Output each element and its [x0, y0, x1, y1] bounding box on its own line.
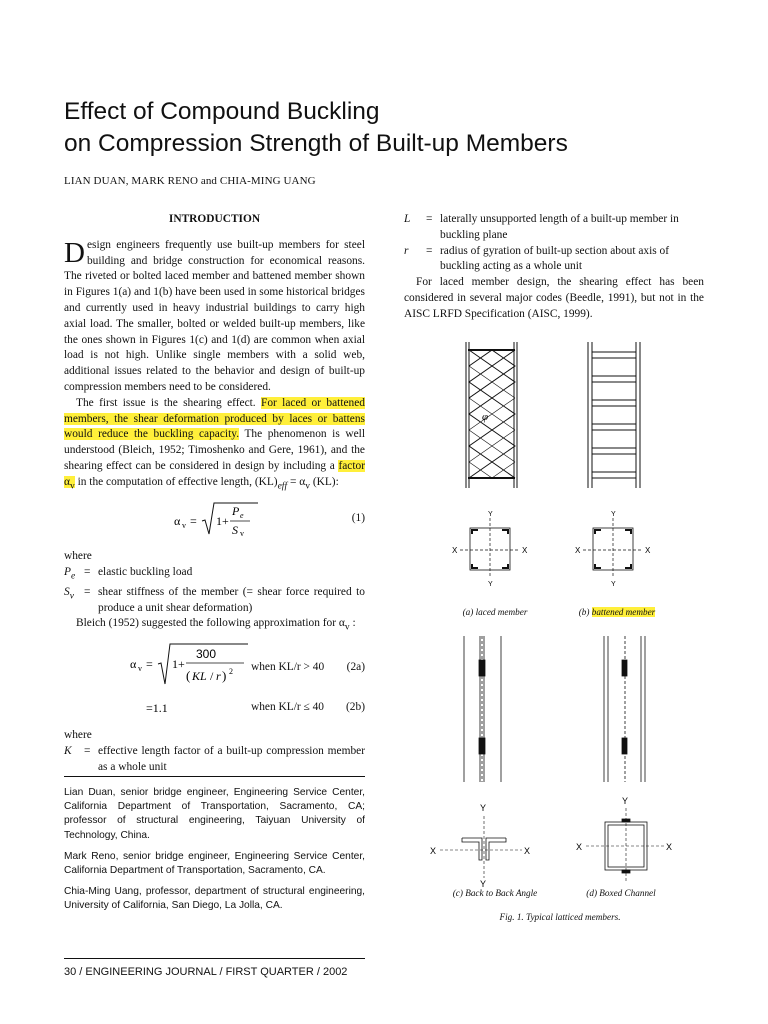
- caption-d: (d) Boxed Channel: [586, 888, 656, 898]
- svg-text:P: P: [232, 503, 240, 518]
- highlight-factor: factor $\alpha_v$: [64, 459, 365, 492]
- definition-r: r = radius of gyration of built-up section about axis of buckling acting as a whole unit: [404, 244, 704, 276]
- axis-x-label: X: [576, 842, 583, 852]
- caption-c: (c) Back to Back Angle: [452, 888, 538, 898]
- def-symbol: [64, 565, 84, 585]
- caption-b-prefix: (b): [578, 607, 590, 617]
- svg-text:=1.1: =1.1: [146, 701, 168, 716]
- def-symbol: L: [404, 213, 411, 225]
- intro-paragraph-2: The first issue is the shearing effect. For laced or battened members, the shear deformation produced by laces or battens would reduce the buckling capacity. The phenomenon is well understood (Bleich, 1952; Timoshenko and Gere, 1961), and the shearing effect can be considered in design by including a factor $\alpha_v$ in the computation of effective length, $(KL)_{eff} = \alpha_v$ (KL):: [64, 396, 365, 492]
- caption-a: (a) laced member: [462, 607, 528, 617]
- axis-x-label: X: [575, 546, 581, 555]
- def-sym-sub: e: [70, 570, 76, 581]
- svg-text:v: v: [240, 528, 244, 538]
- page-footer: 30 / ENGINEERING JOURNAL / FIRST QUARTER / 2002: [64, 966, 348, 978]
- right-column: [404, 212, 704, 323]
- intro-p1-text: esign engineers frequently use built-up members for steel building and bridge construction for economical reasons. The riveted or bolted laced member and battened member shown in Figures 1(a) and 1(b) have been used in some historical bridges and currently used in heavy industrial buildings to carry high axial load. The smaller, bolted or welded built-up members, like the ones shown in Figures 1(c) and 1(d) are common when axial load is not high. Unlike single members with a solid web, additional issues related to the behavior and design of built-up compression members need to be considered.: [64, 238, 365, 393]
- def-sym-letter: P: [64, 565, 71, 578]
- p2-text-b: The phenomenon is well understood (Bleich, 1952; Timoshenko and Gere, 1961), and the shearing effect can be considered in design by including a: [64, 428, 365, 472]
- p2-text-c: in the computation of effective length, (KL): [77, 475, 278, 488]
- back-to-back-angle-section: [440, 816, 522, 878]
- laced-member-section: [460, 518, 520, 576]
- intro-paragraph-1: [64, 238, 365, 396]
- definition-pe: $P_e$ = elastic buckling load: [64, 565, 365, 585]
- def-symbol: K: [64, 745, 72, 758]
- battened-member-elevation: [588, 342, 640, 488]
- def-text: effective length factor of a built-up compression member as a whole unit: [98, 745, 365, 773]
- factor-text: factor α: [64, 459, 365, 488]
- right-paragraph: For laced member design, the shearing effect has been considered in several major codes (Beedle, 1991), but not in the AISC LRFD Specification (AISC, 1999).: [404, 276, 704, 320]
- svg-text:): ): [222, 668, 227, 684]
- axis-x-label: X: [452, 546, 458, 555]
- equation-1: [64, 501, 365, 539]
- svg-text:e: e: [240, 510, 244, 520]
- svg-text:2: 2: [229, 667, 233, 677]
- equation-2-math: [130, 642, 260, 720]
- eq2a-number: (2a): [346, 661, 365, 674]
- svg-text:1+: 1+: [216, 513, 229, 528]
- def-text: laterally unsupported length of a built-up member in buckling plane: [440, 213, 679, 241]
- figure-1: [400, 330, 720, 930]
- p2-text-d: = α: [289, 475, 306, 488]
- def-symbol: r: [404, 244, 409, 257]
- svg-text:α: α: [174, 513, 181, 528]
- title-line-2: on Compression Strength of Built-up Members: [64, 130, 568, 157]
- def-symbol: [64, 585, 84, 617]
- svg-text:/: /: [210, 669, 214, 684]
- drop-cap: D: [64, 236, 85, 269]
- figure-caption: Fig. 1. Typical latticed members.: [499, 912, 621, 922]
- page-title: [64, 96, 724, 160]
- axis-y-label: Y: [488, 581, 493, 588]
- svg-text:=: =: [146, 657, 153, 672]
- axis-y-label: Y: [480, 803, 487, 813]
- back-to-back-angle-elevation: [464, 636, 501, 782]
- bleich-line: Bleich (1952) suggested the following approximation for $\alpha_v$ :: [76, 617, 356, 633]
- boxed-channel-elevation: [604, 636, 645, 782]
- footer-divider: [64, 958, 365, 959]
- author-bios: [64, 786, 365, 921]
- battened-member-section: [583, 518, 643, 576]
- def-text: radius of gyration of built-up section about axis of buckling acting as a whole unit: [440, 244, 670, 273]
- axis-x-label: X: [522, 546, 528, 555]
- p2-text-a: The first issue is the shearing effect.: [76, 396, 256, 409]
- def-text: elastic buckling load: [98, 565, 193, 578]
- definition-k: K = effective length factor of a built-up compression member as a whole unit: [64, 744, 365, 776]
- svg-text:S: S: [232, 522, 238, 537]
- equation-2: [64, 642, 365, 720]
- bio-uang: Chia-Ming Uang, professor, department of structural engineering, University of California, San Diego, La Jolla, CA.: [64, 886, 365, 912]
- authors: LIAN DUAN, MARK RENO and CHIA-MING UANG: [64, 175, 316, 187]
- axis-x-label: X: [430, 846, 437, 856]
- left-column: [64, 212, 365, 776]
- boxed-channel-section: [586, 808, 664, 882]
- svg-text:=: =: [190, 513, 197, 528]
- eq2b-condition: when KL/r ≤ 40: [251, 701, 324, 714]
- svg-text:300: 300: [196, 647, 217, 662]
- svg-text:r: r: [216, 669, 221, 684]
- where-1: where: [64, 549, 92, 562]
- svg-text:KL: KL: [192, 669, 207, 684]
- definition-sv: $S_v$ = shear stiffness of the member (= shear force required to produce a unit shear deformation): [64, 585, 365, 617]
- title-line-1: Effect of Compound Buckling: [64, 98, 380, 125]
- bio-divider: [64, 776, 365, 777]
- bio-duan: Lian Duan, senior bridge engineer, Engineering Service Center, California Department of Transportation, Sacramento, CA; professor of structural engineering, Taiyuan University of Technology, China.: [64, 787, 365, 841]
- svg-text:(: (: [186, 668, 191, 684]
- bleich-text: Bleich (1952) suggested the following approximation for α: [76, 617, 345, 630]
- phi-label: φ: [482, 411, 489, 423]
- axis-x-label: X: [645, 546, 651, 555]
- caption-b-highlight: battened member: [591, 607, 656, 617]
- section-heading: INTRODUCTION: [168, 213, 261, 225]
- p2-text-e: (KL):: [312, 475, 339, 488]
- highlight-shear: For laced or battened members, the shear deformation produced by laces or battens would reduce the buckling capacity.: [64, 396, 365, 441]
- svg-text:1+: 1+: [172, 657, 185, 672]
- laced-member-x-grid: [469, 366, 515, 478]
- axis-y-label: Y: [488, 511, 493, 518]
- eq2b-number: (2b): [346, 701, 365, 714]
- def-text: shear stiffness of the member (= shear force required to produce a unit shear deformation): [98, 585, 365, 614]
- definition-l: L = laterally unsupported length of a built-up member in buckling plane: [404, 212, 704, 244]
- caption-b: [562, 607, 672, 617]
- axis-y-label: Y: [611, 581, 616, 588]
- axis-y-label: Y: [622, 796, 629, 806]
- equation-1-number: (1): [351, 511, 365, 524]
- bio-reno: Mark Reno, senior bridge engineer, Engineering Service Center, California Department of Transportation, Sacramento, CA.: [64, 850, 365, 877]
- axis-y-label: Y: [480, 879, 487, 889]
- def-sym-letter: S: [64, 585, 70, 598]
- axis-y-label: Y: [611, 511, 616, 518]
- def-sym-sub: v: [69, 590, 74, 601]
- axis-x-label: X: [666, 842, 673, 852]
- eq2a-condition: when KL/r > 40: [251, 661, 325, 674]
- svg-text:α: α: [130, 657, 137, 672]
- where-2: where: [64, 729, 92, 742]
- svg-text:v: v: [138, 664, 142, 674]
- equation-1-math: [174, 501, 294, 539]
- svg-text:v: v: [182, 520, 186, 530]
- axis-x-label: X: [524, 846, 531, 856]
